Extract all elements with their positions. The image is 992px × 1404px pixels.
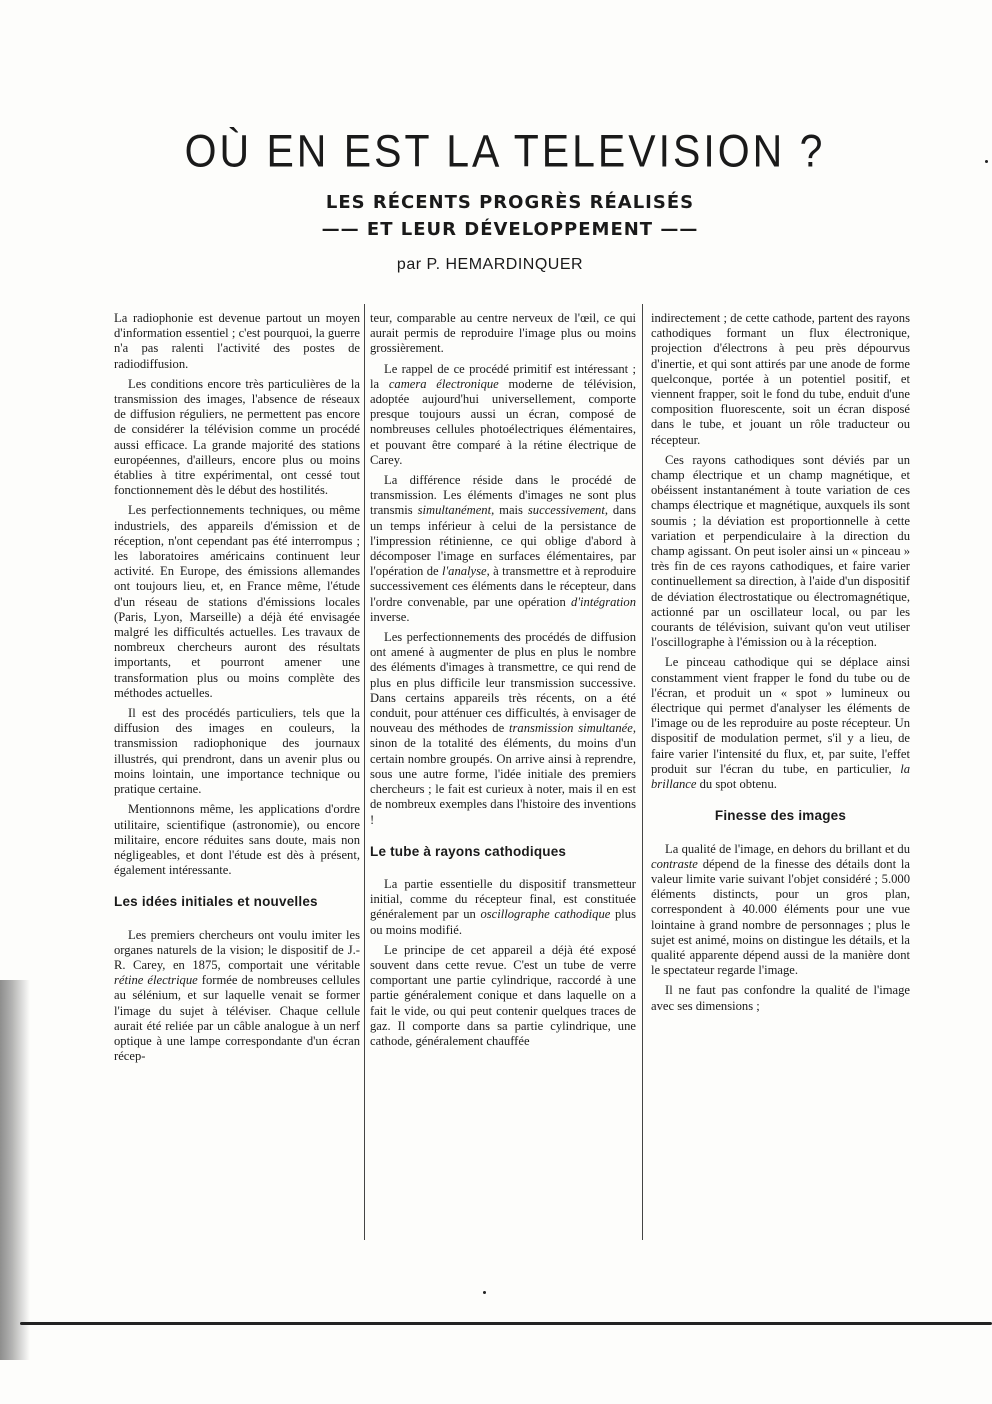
paragraph: La radiophonie est devenue partout un moyen d'information essentiel ; c'est pourquoi, la guerre n'a pas ralenti l'activité des postes de radiodiffusion. [114,311,360,371]
section-heading: Finesse des images [714,808,847,824]
paragraph [370,877,636,938]
text-run: du spot obtenu. [696,777,777,792]
italic-term: la brillance [651,761,910,792]
article-subtitle-line2: —— ET LEUR DÉVELOPPEMENT —— [321,219,699,240]
section-heading: Les idées initiales et nouvelles [114,894,318,910]
paragraph: Il est des procédés particuliers, tels que la diffusion des images en couleurs, la transmission radiophonique des journaux illustrés, qui prendront, dans un avenir plus ou moins lointain, une importance technique ou pratique certaine. [114,706,360,797]
text-column-1 [114,311,360,1069]
text-run: inverse. [370,609,410,624]
paragraph [651,655,910,792]
paragraph [370,362,636,468]
text-run: La différence réside dans le procédé de transmission. Les éléments d'images ne sont plus transmis [370,473,636,518]
print-speck [483,1291,486,1294]
text-column-2 [370,311,636,1054]
article-subtitle-line1: LES RÉCENTS PROGRÈS RÉALISÉS [325,192,695,213]
print-speck [985,160,988,163]
italic-term: successivement [527,503,605,518]
page-bottom-rule [20,1322,992,1325]
text-run: Le rappel de ce procédé primitif est intéressant ; la [370,361,636,391]
paragraph [114,928,360,1065]
text-run: , sinon de la totalité des éléments, du moins d'un certain nombre groupés. On arrive ainsi à reprendre, sous une autre forme, l'idée initiale des premiers chercheurs ; le fait est curieux à noter, mais il en est de nombreux exemples dans l'histoire des inventions ! [370,721,636,827]
text-column-3 [651,311,910,1019]
page-edge-shadow [0,980,30,1360]
author-byline: par P. HEMARDINQUER [396,256,584,273]
paragraph [370,473,636,625]
text-run: Les perfectionnements des procédés de diffusion ont amené à augmenter de plus en plus le nombre des éléments d'images à transmettre, ce qui rend de plus en plus difficile leur transmission successive. Dans certains appareils très récents, on a été conduit, pour atténuer ces difficultés, à envisager de nouveau des méthodes de [370,630,636,736]
italic-term: oscillographe cathodique [480,907,611,922]
text-run: formée de nombreuses cellules au sélénium, et sur laquelle venait se former l'image du sujet à téléviser. Chaque cellule aurait été reliée par un câble analogue à un nerf optique à une lampe correspondante d'un écran récep- [114,973,360,1064]
paragraph: Ces rayons cathodiques sont déviés par un champ électrique et un champ magnétique, et obéissent instantanément à toute variation de ces champs électrique et magnétique, auxquels ils sont soumis ; la déviation est proportionnelle à cette variation et perpendiculaire à la direction du champ agissant. On peut isoler ainsi un « pinceau » très fin de ces rayons cathodiques, et faire varier continuellement sa direction, à l'aide d'un dispositif de déviation électrostatique ou électromagnétique, actionné par un oscillateur local, ou par les courants de télévision, suivant qu'on veut utiliser l'oscillographe à l'émission ou à la réception. [651,452,910,650]
paragraph: indirectement ; de cette cathode, partent des rayons cathodiques formant un flux électronique, projection d'électrons à peu près dépourvus d'inertie, et qui sont attirés par une anode de forme quelconque, portée à un potentiel positif, et viennent frapper, soit le fond du tube, enduit d'une composition fluorescente, soit un écran disposé dans le tube, et jouant un rôle traducteur ou récepteur. [651,311,910,447]
text-run: , à transmettre et à reproduire successivement ces éléments dans le récepteur, dans l'ordre convenable, par une opération [370,564,636,609]
article-title: OÙ EN EST LA TELEVISION ? [184,125,826,177]
paragraph [651,842,910,979]
italic-term: simultanément [417,503,492,518]
text-run: moderne de télévision, adoptée aujourd'hui universellement, comporte presque toujours aussi un écran, composé de nombreuses cellules photoélectriques élémentaires, et pouvant être comparé à la rétine électrique de Carey. [370,376,636,467]
italic-term: rétine électrique [114,973,198,988]
paragraph [370,630,636,828]
italic-term: camera électronique [388,376,499,391]
text-run: Les premiers chercheurs ont voulu imiter les organes naturels de la vision; le dispositif de J.-R. Carey, en 1875, comportait une véritable [114,927,360,972]
text-run: , mais [491,503,528,518]
section-heading: Le tube à rayons cathodiques [370,843,567,859]
text-run: plus ou moins modifié. [370,907,636,937]
paragraph: Les perfectionnements techniques, ou même industriels, des appareils d'émission et de réception, n'ont cependant pas été interrompus ; les laboratoires américains continuent leur activité. En Europe, des émissions allemandes ont toujours lieu, et, en France même, l'étude d'un réseau de stations d'émissions locales (Paris, Lyon, Marseille) a déjà été envisagée malgré les difficultés actuelles. Les travaux de nombreux chercheurs auront des résultats importants, et pourront amener une transformation plus ou moins complète des méthodes actuelles. [114,503,360,700]
italic-term: contraste [651,856,698,871]
italic-term: l'analyse [441,564,487,579]
paragraph: teur, comparable au centre nerveux de l'œil, ce qui aurait permis de reproduire l'image plus ou moins grossièrement. [370,311,636,356]
column-divider-1 [364,304,365,1240]
column-divider-2 [642,304,643,1240]
paragraph: Mentionnons même, les applications d'ordre utilitaire, scientifique (astronomie), ou encore militaire, encore réduites sans doute, mais non négligeables, et dont l'étude est dès à présent, également intéressante. [114,802,360,878]
text-run: , dans un temps inférieur à celui de la persistance de l'impression rétinienne, ce qui oblige d'abord à décomposer l'image en surfaces élémentaires, par l'opération de [370,503,637,579]
text-run: La qualité de l'image, en dehors du brillant et du [665,841,910,856]
text-run: Le pinceau cathodique qui se déplace ainsi constamment vient frapper le fond du tube ou de l'écran, et produit un « spot » lumineux ou électrique qui permet d'analyser les éléments de l'image ou de les reproduire au poste récepteur. Un dispositif de modulation permet, s'il y a lieu, de faire varier l'intensité du flux, et, par suite, l'effet produit sur l'écran du tube, en particulier, [651,655,910,776]
text-run: La partie essentielle du dispositif transmetteur initial, comme du récepteur final, est constituée généralement par un [370,876,636,922]
paragraph: Les conditions encore très particulières de la transmission des images, l'absence de réseaux de diffusion réguliers, ne permettent pas encore de considérer la télévision comme un procédé aussi efficace. La grande majorité des stations européennes, d'ailleurs, encore plus ou moins établies à titre expérimental, ont cessé tout fonctionnement dès le début des hostilités. [114,376,360,498]
paragraph: Il ne faut pas confondre la qualité de l'image avec ses dimensions ; [651,983,910,1013]
italic-term: d'intégration [571,594,636,609]
text-run: dépend de la finesse des détails dont la valeur limite varie suivant l'objet considéré ; 5.000 éléments distincts, pour un gros plan, correspondent à 40.000 éléments pour une vue lointaine à grand nombre de personnages ; plus le sujet est animé, moins on distingue les détails, et la qualité apparente dépend aussi de la manière dont le spectateur regarde l'image. [651,856,910,978]
italic-term: transmission simultanée [509,721,633,736]
paragraph: Le principe de cet appareil a déjà été exposé souvent dans cette revue. C'est un tube de verre comportant une partie cylindrique, raccordé à une partie généralement conique et dans laquelle on a fait le vide, ou qui peut contenir quelques traces de gaz. Il comporte dans sa partie cylindrique, une cathode, généralement chauffée [370,942,636,1048]
